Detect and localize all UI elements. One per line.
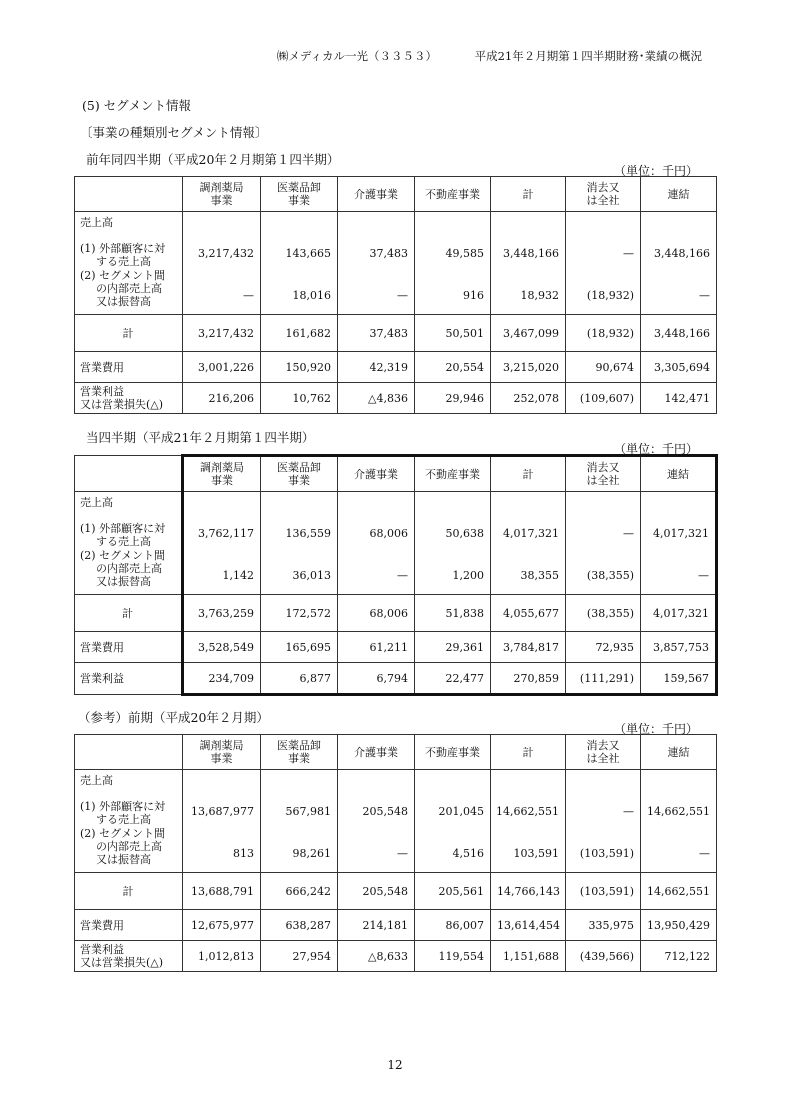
column-header-line: 連結	[667, 745, 690, 759]
intersegment-value: 36,013	[292, 568, 331, 582]
external-sales-value: 14,662,551	[496, 804, 559, 818]
value-cell: 712,122	[641, 941, 717, 972]
value-cell: 86,007	[415, 910, 491, 941]
total-label: 計	[122, 326, 134, 340]
column-header	[641, 177, 717, 212]
value-cell: 205,561	[415, 873, 491, 910]
column-header	[183, 456, 261, 492]
row-label	[75, 663, 183, 695]
value-cell	[566, 212, 641, 315]
external-sales-value: 136,559	[285, 526, 331, 540]
value-cell: (103,591)	[566, 873, 641, 910]
external-sales-value: 143,665	[285, 246, 331, 260]
value-cell	[566, 492, 641, 595]
external-sales-value: 201,045	[438, 804, 484, 818]
column-header-line: 消去又	[586, 739, 620, 752]
intersegment-value: —	[397, 288, 408, 302]
column-header-line: 事業	[288, 474, 310, 487]
column-header-line: 医薬品卸	[277, 181, 321, 194]
operating-expense-row	[75, 352, 717, 383]
column-header-line: 介護事業	[354, 467, 398, 481]
total-row	[75, 595, 717, 632]
value-cell: 216,206	[183, 383, 261, 414]
column-header-line: 計	[522, 467, 534, 481]
value-cell: 1,151,688	[491, 941, 566, 972]
segment-table	[74, 176, 717, 414]
intersegment-value: 103,591	[513, 846, 559, 860]
column-header	[183, 177, 261, 212]
value-cell: 61,211	[338, 632, 415, 663]
operating-loss-label: 又は営業損失(△)	[80, 398, 164, 411]
value-cell	[415, 492, 491, 595]
external-sales-label: する売上高	[96, 254, 151, 268]
row-label	[75, 383, 183, 414]
value-cell: 20,554	[415, 352, 491, 383]
value-cell	[641, 492, 717, 595]
external-sales-value: 3,762,117	[198, 526, 254, 540]
column-header-line: は全社	[586, 474, 620, 487]
value-cell: 3,217,432	[183, 315, 261, 352]
header-blank	[75, 177, 183, 212]
table-title: （参考）前期（平成20年２月期）	[78, 710, 269, 725]
operating-loss-label: 又は営業損失(△)	[80, 956, 164, 969]
row-label	[75, 315, 183, 352]
sales-row	[75, 770, 717, 873]
column-header	[338, 735, 415, 770]
column-header	[415, 456, 491, 492]
column-header	[491, 177, 566, 212]
intersegment-value: —	[243, 288, 254, 302]
column-header-line: 連結	[667, 187, 690, 201]
operating-profit-row	[75, 383, 717, 414]
value-cell: 119,554	[415, 941, 491, 972]
segment-table	[74, 454, 718, 696]
value-cell	[338, 492, 415, 595]
value-cell: 14,662,551	[641, 873, 717, 910]
column-header	[261, 735, 338, 770]
table-title: 前年同四半期（平成20年２月期第１四半期）	[86, 152, 340, 167]
value-cell	[415, 770, 491, 873]
column-header	[641, 735, 717, 770]
external-sales-value: —	[623, 246, 634, 260]
value-cell: 12,675,977	[183, 910, 261, 941]
value-cell: 252,078	[491, 383, 566, 414]
value-cell: 13,688,791	[183, 873, 261, 910]
company-name: ㈱メディカル一光（３３５３）	[276, 49, 437, 63]
value-cell: 14,766,143	[491, 873, 566, 910]
value-cell: 159,567	[641, 663, 717, 695]
value-cell: 13,614,454	[491, 910, 566, 941]
column-header	[338, 177, 415, 212]
external-sales-value: 68,006	[369, 526, 408, 540]
operating-expense-row	[75, 910, 717, 941]
column-header-line: 消去又	[586, 461, 620, 474]
column-header	[415, 177, 491, 212]
intersegment-value: —	[699, 846, 710, 860]
intersegment-value: 38,355	[520, 568, 559, 582]
value-cell	[566, 770, 641, 873]
column-header	[566, 456, 641, 492]
column-header-line: 調剤薬局	[199, 739, 244, 752]
column-header-line: 消去又	[586, 181, 620, 194]
row-label	[75, 910, 183, 941]
intersegment-value: —	[698, 568, 709, 582]
value-cell: 6,877	[261, 663, 338, 695]
operating-profit-row	[75, 941, 717, 972]
column-header-line: 事業	[210, 194, 233, 207]
column-header-line: 医薬品卸	[277, 739, 321, 752]
intersegment-label: (2) セグメント間	[80, 549, 165, 562]
external-sales-label: する売上高	[96, 534, 151, 548]
column-header-line: 連結	[667, 467, 689, 481]
value-cell: 214,181	[338, 910, 415, 941]
value-cell: 90,674	[566, 352, 641, 383]
value-cell: 3,763,259	[183, 595, 261, 632]
column-header	[641, 456, 717, 492]
external-sales-value: 4,017,321	[653, 526, 709, 540]
operating-profit-label: 営業利益	[80, 385, 124, 398]
row-label	[75, 873, 183, 910]
value-cell: 3,467,099	[491, 315, 566, 352]
intersegment-value: —	[699, 288, 710, 302]
external-sales-value: 14,662,551	[647, 804, 710, 818]
row-label	[75, 492, 183, 595]
intersegment-label: の内部売上高	[96, 282, 162, 295]
intersegment-label: の内部売上高	[96, 562, 162, 575]
unit-label: （単位：千円）	[613, 722, 698, 736]
column-header-line: 調剤薬局	[200, 461, 244, 474]
column-header-line: 医薬品卸	[277, 461, 321, 474]
value-cell: 666,242	[261, 873, 338, 910]
column-header-line: 介護事業	[354, 745, 398, 759]
value-cell	[261, 212, 338, 315]
column-header	[183, 735, 261, 770]
intersegment-value: —	[397, 568, 408, 582]
value-cell: 150,920	[261, 352, 338, 383]
value-cell: 51,838	[415, 595, 491, 632]
column-header-line: は全社	[586, 194, 620, 207]
value-cell: (38,355)	[566, 595, 641, 632]
table-title: 当四半期（平成21年２月期第１四半期）	[86, 430, 315, 445]
column-header	[338, 456, 415, 492]
value-cell: 172,572	[261, 595, 338, 632]
header-row	[75, 456, 717, 492]
value-cell	[261, 492, 338, 595]
operating-expense-label: 営業費用	[80, 918, 124, 932]
column-header	[491, 735, 566, 770]
row-label	[75, 212, 183, 315]
operating-profit-row	[75, 663, 717, 695]
operating-expense-label: 営業費用	[80, 360, 124, 374]
value-cell: 3,784,817	[491, 632, 566, 663]
value-cell: 205,548	[338, 873, 415, 910]
external-sales-value: 37,483	[369, 246, 408, 260]
intersegment-value: (18,932)	[586, 288, 634, 302]
value-cell	[338, 212, 415, 315]
external-sales-label: する売上高	[96, 812, 151, 826]
value-cell: 4,017,321	[641, 595, 717, 632]
total-label: 計	[122, 884, 134, 898]
external-sales-value: 3,448,166	[654, 246, 710, 260]
sales-row	[75, 212, 717, 315]
column-header-line: 不動産事業	[425, 467, 480, 481]
value-cell: 3,305,694	[641, 352, 717, 383]
external-sales-value: 3,217,432	[198, 246, 254, 260]
value-cell: 6,794	[338, 663, 415, 695]
external-sales-value: 3,448,166	[503, 246, 559, 260]
value-cell: 234,709	[183, 663, 261, 695]
value-cell: 27,954	[261, 941, 338, 972]
operating-profit-label: 営業利益	[80, 672, 124, 685]
intersegment-label: (2) セグメント間	[80, 827, 165, 840]
column-header-line: 事業	[210, 752, 233, 765]
intersegment-label: 又は振替高	[96, 295, 151, 308]
value-cell: 29,946	[415, 383, 491, 414]
value-cell: (109,607)	[566, 383, 641, 414]
value-cell: 42,319	[338, 352, 415, 383]
intersegment-value: (38,355)	[586, 568, 634, 582]
intersegment-value: 18,016	[292, 288, 331, 302]
operating-profit-label: 営業利益	[80, 943, 124, 956]
intersegment-label: 又は振替高	[96, 575, 151, 588]
value-cell: 3,448,166	[641, 315, 717, 352]
column-header-line: 事業	[288, 752, 310, 765]
sales-row	[75, 492, 717, 595]
value-cell: 29,361	[415, 632, 491, 663]
column-header-line: 不動産事業	[425, 187, 480, 201]
value-cell	[183, 770, 261, 873]
column-header-line: 不動産事業	[425, 745, 480, 759]
external-sales-value: —	[623, 804, 634, 818]
value-cell	[641, 770, 717, 873]
intersegment-value: 98,261	[292, 846, 331, 860]
sales-label: 売上高	[80, 496, 113, 509]
value-cell: 142,471	[641, 383, 717, 414]
intersegment-label: の内部売上高	[96, 840, 162, 853]
intersegment-value: 18,932	[520, 288, 559, 302]
column-header-line: 計	[522, 745, 534, 759]
value-cell: (18,932)	[566, 315, 641, 352]
row-label	[75, 352, 183, 383]
external-sales-value: 205,548	[362, 804, 408, 818]
total-row	[75, 315, 717, 352]
column-header	[566, 735, 641, 770]
value-cell: (111,291)	[566, 663, 641, 695]
value-cell: 50,501	[415, 315, 491, 352]
value-cell: 3,857,753	[641, 632, 717, 663]
value-cell: 638,287	[261, 910, 338, 941]
intersegment-value: (103,591)	[579, 846, 634, 860]
value-cell	[183, 492, 261, 595]
report-title: 平成21年２月期第１四半期財務･業績の概況	[474, 49, 702, 63]
value-cell	[641, 212, 717, 315]
header-row	[75, 735, 717, 770]
intersegment-value: —	[397, 846, 408, 860]
external-sales-value: 13,687,977	[191, 804, 254, 818]
unit-label: （単位：千円）	[613, 442, 698, 456]
value-cell: 3,528,549	[183, 632, 261, 663]
external-sales-label: (1) 外部顧客に対	[80, 241, 166, 255]
operating-expense-row	[75, 632, 717, 663]
page-header	[277, 48, 702, 64]
column-header-line: 調剤薬局	[199, 181, 244, 194]
value-cell	[491, 212, 566, 315]
intersegment-value: 916	[463, 288, 484, 302]
value-cell: 335,975	[566, 910, 641, 941]
value-cell: 165,695	[261, 632, 338, 663]
value-cell: 270,859	[491, 663, 566, 695]
external-sales-value: 49,585	[445, 246, 484, 260]
value-cell: (439,566)	[566, 941, 641, 972]
intersegment-label: (2) セグメント間	[80, 269, 165, 282]
column-header-line: は全社	[586, 752, 620, 765]
value-cell	[491, 770, 566, 873]
value-cell: 37,483	[338, 315, 415, 352]
intersegment-label: 又は振替高	[96, 853, 151, 866]
intersegment-value: 4,516	[452, 846, 484, 860]
external-sales-value: 4,017,321	[503, 526, 559, 540]
external-sales-value: 50,638	[445, 526, 484, 540]
column-header	[491, 456, 566, 492]
column-header	[566, 177, 641, 212]
value-cell: 10,762	[261, 383, 338, 414]
value-cell	[491, 492, 566, 595]
column-header	[261, 177, 338, 212]
row-label	[75, 632, 183, 663]
external-sales-label: (1) 外部顧客に対	[80, 799, 166, 813]
total-label: 計	[122, 606, 133, 620]
unit-label: （単位：千円）	[613, 164, 698, 178]
value-cell	[338, 770, 415, 873]
value-cell: 161,682	[261, 315, 338, 352]
external-sales-value: —	[623, 526, 634, 540]
header-blank	[75, 456, 183, 492]
value-cell	[415, 212, 491, 315]
column-header-line: 介護事業	[354, 187, 398, 201]
intersegment-value: 813	[233, 846, 254, 860]
value-cell: 13,950,429	[641, 910, 717, 941]
value-cell: 4,055,677	[491, 595, 566, 632]
value-cell: 3,001,226	[183, 352, 261, 383]
sales-label: 売上高	[80, 774, 113, 787]
intersegment-value: 1,142	[222, 568, 254, 582]
row-label	[75, 595, 183, 632]
column-header-line: 事業	[288, 194, 310, 207]
value-cell	[261, 770, 338, 873]
external-sales-value: 567,981	[285, 804, 331, 818]
page-number: 12	[387, 1058, 403, 1072]
column-header-line: 事業	[211, 474, 233, 487]
column-header	[261, 456, 338, 492]
sales-label: 売上高	[80, 216, 113, 229]
total-row	[75, 873, 717, 910]
value-cell: 1,012,813	[183, 941, 261, 972]
subsection-title: 〔事業の種類別セグメント情報〕	[80, 125, 268, 140]
segment-table	[74, 734, 717, 972]
value-cell: △4,836	[338, 383, 415, 414]
row-label	[75, 941, 183, 972]
external-sales-label: (1) 外部顧客に対	[80, 521, 166, 535]
column-header-line: 計	[522, 187, 534, 201]
value-cell: 72,935	[566, 632, 641, 663]
operating-expense-label: 営業費用	[80, 640, 124, 654]
row-label	[75, 770, 183, 873]
header-row	[75, 177, 717, 212]
value-cell: 68,006	[338, 595, 415, 632]
section-title: (5) セグメント情報	[82, 98, 192, 113]
header-blank	[75, 735, 183, 770]
column-header	[415, 735, 491, 770]
intersegment-value: 1,200	[452, 568, 484, 582]
value-cell: 22,477	[415, 663, 491, 695]
value-cell	[183, 212, 261, 315]
value-cell: 3,215,020	[491, 352, 566, 383]
value-cell: △8,633	[338, 941, 415, 972]
